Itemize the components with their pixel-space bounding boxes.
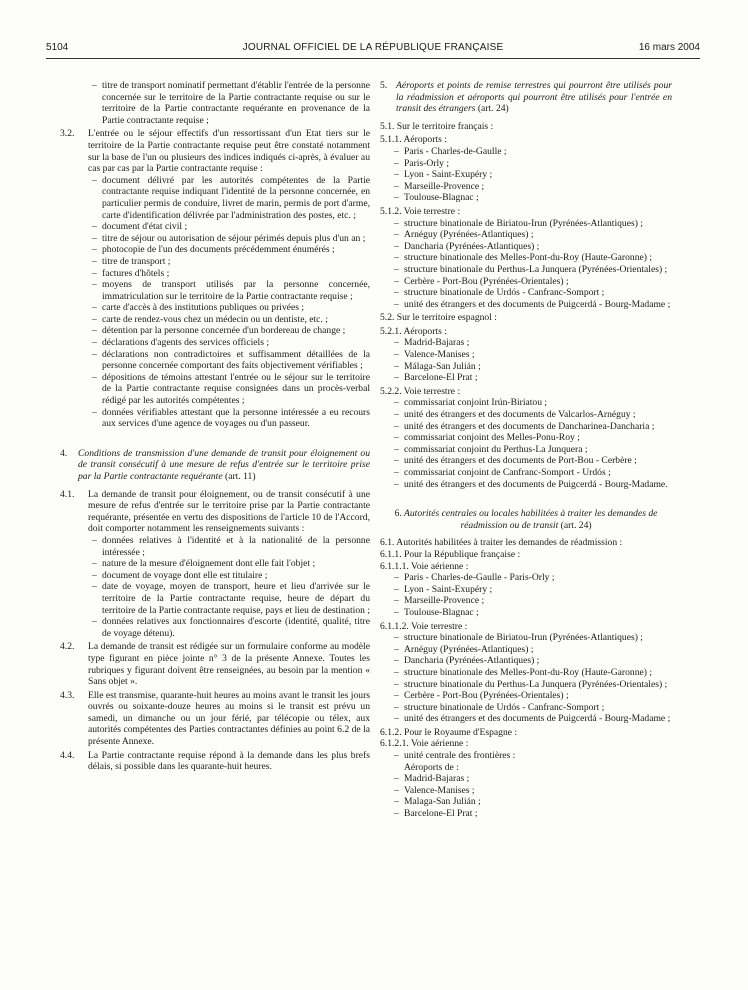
list-item: – carte d'accès à des institutions publiques ou privées ; <box>88 302 370 314</box>
list-item: – Marseille-Provence ; <box>390 181 672 193</box>
spanish-airports-list <box>380 337 672 383</box>
paragraph-number: 4.3. <box>60 689 75 701</box>
list-item: – données vérifiables attestant que la personne intéressée a eu recours aux services d'une agence de voyages ou d'un passeur. <box>88 407 370 430</box>
list-item: – Málaga-San Julián ; <box>390 361 672 373</box>
subsection-heading: 6.1.1.1. Voie aérienne : <box>380 560 469 572</box>
list-item: – commissariat conjoint du Perthus-La Junquera ; <box>390 444 672 456</box>
list-item: – Arnéguy (Pyrénées-Atlantiques) ; <box>390 644 672 656</box>
list-item: – unité des étrangers et des documents de Valcarlos-Arnéguy ; <box>390 409 672 421</box>
subsection-heading: 6.1.1.2. Voie terrestre : <box>380 620 468 632</box>
list-item: – unité des étrangers et des documents de Dancharinea-Dancharia ; <box>390 421 672 433</box>
list-item: – titre de transport ; <box>88 256 370 268</box>
subsection-heading: 6.1.1. Pour la République française : <box>380 548 521 560</box>
list-item: – Marseille-Provence ; <box>390 595 672 607</box>
paragraph-text: L'entrée ou le séjour effectifs d'un ressortissant d'un Etat tiers sur le territoire de la Partie contractante requise peut être constaté notamment sur la base de l'un ou plusieurs des indices indiqués ci-après, à évaluer au cas par cas par la Partie contractante requise : <box>88 128 370 175</box>
section-title: Conditions de transmission d'une demande de transit pour éloignement ou de transit consécutif à une mesure de refus d'entrée sur le territoire prise par la Partie contractante requérante <box>78 447 370 482</box>
list-item: – structure binationale de Biriatou-Irun (Pyrénées-Atlantiques) ; <box>390 218 672 230</box>
list-item: – Toulouse-Blagnac ; <box>390 192 672 204</box>
list-item: – Barcelone-El Prat ; <box>390 808 672 820</box>
list-item: – Paris - Charles-de-Gaulle - Paris-Orly ; <box>390 572 672 584</box>
french-land-authorities-list <box>380 632 672 725</box>
list-item: – Madrid-Bajaras ; <box>390 337 672 349</box>
list-item: – structure binationale de Urdós - Canfranc-Somport ; <box>390 702 672 714</box>
airports-sublabel: Aéroports de : <box>404 761 459 773</box>
spanish-air-authority-list <box>380 750 672 762</box>
list-item: – unité des étrangers et des documents de Puigcerdá - Bourg-Madame. <box>390 479 672 491</box>
list-item: – Barcelone-El Prat ; <box>390 372 672 384</box>
list-item: – factures d'hôtels ; <box>88 268 370 280</box>
list-item: – Paris - Charles-de-Gaulle ; <box>390 146 672 158</box>
list-item: – unité des étrangers et des documents de Puigcerdá - Bourg-Madame ; <box>390 299 672 311</box>
list-item: – Lyon - Saint-Exupéry ; <box>390 169 672 181</box>
list-item: – déclarations d'agents des services officiels ; <box>88 337 370 349</box>
list-item: – titre de séjour ou autorisation de séjour périmés depuis plus d'un an ; <box>88 233 370 245</box>
subsection-heading: 5.2.2. Voie terrestre : <box>380 385 461 397</box>
paragraph-text: La demande de transit est rédigée sur un formulaire conforme au modèle type figurant en pièce jointe n° 3 de la présente Annexe. Toutes les rubriques y figurant doivent être renseignées, au besoin par la mention « Sans objet ». <box>88 641 370 688</box>
list-item: – données relatives à l'identité et à la nationalité de la personne intéressée ; <box>88 535 370 558</box>
list-item: – Valence-Manises ; <box>390 349 672 361</box>
list-item: – Malaga-San Julián ; <box>390 796 672 808</box>
section-ref: (art. 11) <box>225 471 256 482</box>
dash-item: – titre de transport nominatif permettant d'établir l'entrée de la personne concernée sur le territoire de la Partie contractante requise ou sur le territoire de la Partie contractante requérante en provenance de la Partie contractante requise ; <box>88 80 370 126</box>
section-number: 4. <box>60 447 68 459</box>
transit-info-list <box>88 535 370 639</box>
paragraph-4-1 <box>60 489 370 640</box>
page-header <box>46 42 700 59</box>
french-land-points-list <box>380 218 672 311</box>
left-column <box>60 80 370 773</box>
subsection-heading: 5.1.1. Aéroports : <box>380 134 447 146</box>
section-ref: (art. 24) <box>477 103 509 115</box>
paragraph-text: La demande de transit pour éloignement, ou de transit consécutif à une mesure de refus d'entrée sur le territoire prise par la Partie contractante requérante, présentée en vertu des dispositions de l'article 10 de l'Accord, doit comporter notamment les renseignements suivants : <box>88 488 370 535</box>
list-item: – photocopie de l'un des documents précédemment énumérés ; <box>88 244 370 256</box>
subsection-heading: 5.2.1. Aéroports : <box>380 325 447 337</box>
paragraph-3-2 <box>60 128 370 429</box>
list-item: – Lyon - Saint-Exupéry ; <box>390 584 672 596</box>
section-ref: (art. 24) <box>560 519 592 531</box>
list-item: – structure binationale de Urdós - Canfranc-Somport ; <box>390 287 672 299</box>
list-item: – Dancharia (Pyrénées-Atlantiques) ; <box>390 241 672 253</box>
list-item: – Cerbère - Port-Bou (Pyrénées-Orientales) ; <box>390 276 672 288</box>
subsection-heading: 5.2. Sur le territoire espagnol : <box>380 312 497 324</box>
list-item: – document délivré par les autorités compétentes de la Partie contractante requise indiquant l'identité de la personne concernée, en particulier permis de conduire, livret de marin, permis de port d'arme, carte d'identification délivrée par l'administration des postes, etc. ; <box>88 175 370 221</box>
paragraph-text: Elle est transmise, quarante-huit heures au moins avant le transit les jours ouvrés ou soixante-douze heures au moins si le transit est prévu un samedi, un dimanche ou un jour férié, par télécopie ou télex, aux autorités compétentes des Parties contractantes définies au point 6.2 de la présente Annexe. <box>88 689 370 748</box>
paragraph-number: 4.1. <box>60 488 75 500</box>
french-air-authorities-list <box>380 572 672 618</box>
list-item: – structure binationale des Melles-Pont-du-Roy (Haute-Garonne) ; <box>390 252 672 264</box>
paragraph-number: 4.2. <box>60 641 75 653</box>
list-item: – document d'état civil ; <box>88 221 370 233</box>
list-item: – structure binationale du Perthus-La Junquera (Pyrénées-Orientales) ; <box>390 264 672 276</box>
indices-list <box>88 175 370 430</box>
list-item: – Madrid-Bajaras ; <box>390 773 672 785</box>
section-number: 6. <box>394 508 402 520</box>
list-item: – commissariat conjoint Irún-Biriatou ; <box>390 397 672 409</box>
list-item: – moyens de transport utilisés par la personne concernée, immatriculation sur le territoire de la Partie contractante requise ; <box>88 279 370 302</box>
list-item: – commissariat conjoint des Melles-Ponu-Roy ; <box>390 432 672 444</box>
list-item: – dépositions de témoins attestant l'entrée ou le séjour sur le territoire de la Partie contractante requise consignées dans un procès-verbal rédigé par les autorités compétentes ; <box>88 372 370 407</box>
section-title: Autorités centrales ou locales habilitées à traiter les demandes de réadmission ou de transit <box>404 508 658 531</box>
list-item: – Toulouse-Blagnac ; <box>390 607 672 619</box>
list-item: – commissariat conjoint de Canfranc-Somport - Urdós ; <box>390 467 672 479</box>
spanish-land-points-list <box>380 397 672 490</box>
list-item: – unité des étrangers et des documents de Port-Bou - Cerbère ; <box>390 455 672 467</box>
paragraph-4-2 <box>60 641 370 687</box>
list-item: – données relatives aux fonctionnaires d'escorte (identité, qualité, titre de voyage détenu). <box>88 616 370 639</box>
journal-title: JOURNAL OFFICIEL DE LA RÉPUBLIQUE FRANÇAISE <box>242 42 504 53</box>
list-item: – structure binationale du Perthus-La Junquera (Pyrénées-Orientales) ; <box>390 679 672 691</box>
list-item: – Cerbère - Port-Bou (Pyrénées-Orientales) ; <box>390 690 672 702</box>
list-item: – structure binationale des Melles-Pont-du-Roy (Haute-Garonne) ; <box>390 667 672 679</box>
list-item: – Valence-Manises ; <box>390 785 672 797</box>
subsection-heading: 6.1.2. Pour le Royaume d'Espagne : <box>380 726 518 738</box>
list-item: – Paris-Orly ; <box>390 158 672 170</box>
issue-date: 16 mars 2004 <box>638 42 700 53</box>
paragraph-text: La Partie contractante requise répond à la demande dans les plus brefs délais, si possible dans les quarante-huit heures. <box>88 749 370 773</box>
list-item: – nature de la mesure d'éloignement dont elle fait l'objet ; <box>88 558 370 570</box>
list-item: – date de voyage, moyen de transport, heure et lieu d'arrivée sur le territoire de la Partie contractante requise, heure de départ du territoire de la Partie contractante requise, pays et lieu de destination ; <box>88 581 370 616</box>
subsection-heading: 6.1. Autorités habilitées à traiter les demandes de réadmission : <box>380 537 623 549</box>
list-item: – unité centrale des frontières : <box>390 750 672 762</box>
list-item: – déclarations non contradictoires et suffisamment détaillées de la personne concernée comportant des faits objectivement vérifiables ; <box>88 349 370 372</box>
subsection-heading: 6.1.2.1. Voie aérienne : <box>380 738 469 750</box>
section-number: 5. <box>380 80 388 91</box>
subsection-heading: 5.1. Sur le territoire français : <box>380 120 494 132</box>
section-5-heading <box>380 80 672 115</box>
list-item: – structure binationale de Biriatou-Irun (Pyrénées-Atlantiques) ; <box>390 632 672 644</box>
paragraph-number: 3.2. <box>60 128 75 140</box>
paragraph-4-3 <box>60 690 370 748</box>
list-item: – unité des étrangers et des documents de Puigcerdá - Bourg-Madame ; <box>390 713 672 725</box>
french-airports-list <box>380 146 672 204</box>
paragraph-number: 4.4. <box>60 749 75 761</box>
page-number: 5104 <box>46 42 69 53</box>
list-item: – carte de rendez-vous chez un médecin ou un dentiste, etc. ; <box>88 314 370 326</box>
section-4-heading <box>60 448 370 483</box>
section-6-heading <box>380 508 672 531</box>
section-title: Aéroports et points de remise terrestres qui pourront être utilisés pour la réadmission et aéroports qui pourront être utilisés pour l'entrée en transit des étrangers <box>396 80 672 115</box>
list-item: – détention par la personne concernée d'un bordereau de change ; <box>88 325 370 337</box>
list-item: – Dancharia (Pyrénées-Atlantiques) ; <box>390 655 672 667</box>
subsection-heading: 5.1.2. Voie terrestre : <box>380 205 461 217</box>
right-column <box>380 80 672 820</box>
list-item: – Arnéguy (Pyrénées-Atlantiques) ; <box>390 229 672 241</box>
paragraph-4-4 <box>60 750 370 773</box>
list-item: – document de voyage dont elle est titulaire ; <box>88 570 370 582</box>
spanish-airports-sublist <box>380 773 672 819</box>
